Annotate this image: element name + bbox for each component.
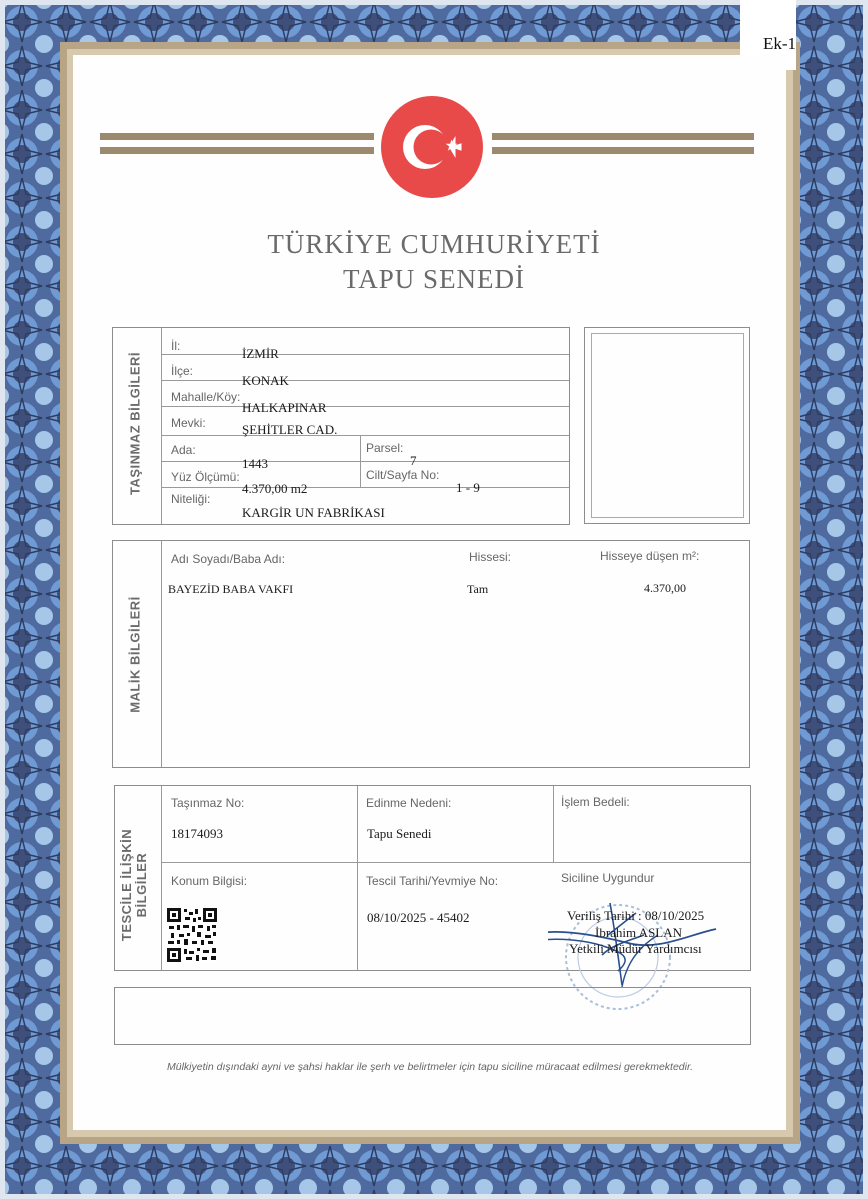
value-yuzolcumu: 4.370,00 m2 — [242, 481, 308, 496]
photo-box-inner — [591, 333, 744, 518]
label-il: İl: — [171, 339, 181, 353]
owner-divider — [161, 541, 162, 767]
signatory-name: İbrahim ASLAN — [595, 925, 683, 940]
signature-date: Veriliş Tarihi : 08/10/2025 — [567, 908, 705, 923]
registration-divider — [161, 786, 162, 970]
document-title-line2: TAPU SENEDİ — [342, 264, 526, 294]
value-edinme-nedeni: Tapu Senedi — [367, 826, 432, 841]
label-ada: Ada: — [171, 443, 196, 457]
annotations-box — [114, 987, 751, 1045]
label-mevki: Mevki: — [171, 416, 206, 430]
label-tasinmaz-no: Taşınmaz No: — [171, 796, 245, 810]
owner-info-box — [112, 540, 750, 768]
label-tescil: Tescil Tarihi/Yevmiye No: — [366, 874, 499, 888]
label-cilt-sayfa: Cilt/Sayfa No: — [366, 468, 440, 482]
registration-section-title: TESCİLE İLİŞKİN BİLGİLER — [119, 828, 149, 942]
owner-share: Tam — [467, 582, 489, 596]
label-yuzolcumu: Yüz Ölçümü: — [171, 470, 240, 484]
label-konum: Konum Bilgisi: — [171, 874, 248, 888]
label-parsel: Parsel: — [366, 441, 404, 455]
property-section-title: TAŞINMAZ BİLGİLERİ — [127, 351, 143, 496]
annex-label: Ek-1 — [762, 34, 796, 53]
label-islem-bedeli: İşlem Bedeli: — [561, 795, 630, 809]
header-rule-right-bottom — [492, 147, 754, 154]
value-parsel: 7 — [410, 453, 417, 468]
value-mevki: ŞEHİTLER CAD. — [242, 422, 338, 437]
value-ada: 1443 — [242, 456, 268, 471]
header-rule-right-top — [492, 133, 754, 140]
signatory-title: Yetkili Müdür Yardımcısı — [569, 941, 702, 956]
value-tasinmaz-no: 18174093 — [171, 826, 223, 841]
value-niteligi: KARGİR UN FABRİKASI — [242, 505, 385, 520]
value-il: İZMİR — [242, 346, 279, 361]
owner-name: BAYEZİD BABA VAKFI — [168, 582, 294, 596]
header-share-area: Hisseye düşen m²: — [600, 549, 700, 563]
label-mahalle: Mahalle/Köy: — [171, 390, 241, 404]
header-owner-name: Adı Soyadı/Baba Adı: — [171, 552, 286, 566]
header-share: Hissesi: — [469, 550, 512, 564]
owner-section-title: MALİK BİLGİLERİ — [127, 596, 143, 713]
footer-note: Mülkiyetin dışındaki ayni ve şahsi haklar ile şerh ve belirtmeler için tapu siciline müracaat edilmesi gerekmektedir. — [167, 1061, 693, 1073]
location-qr-code[interactable] — [167, 908, 217, 962]
value-tescil: 08/10/2025 - 45402 — [367, 910, 470, 925]
label-niteligi: Niteliği: — [171, 492, 211, 506]
owner-share-area: 4.370,00 — [644, 581, 686, 595]
value-cilt-sayfa: 1 - 9 — [456, 480, 480, 495]
value-mahalle: HALKAPINAR — [242, 400, 327, 415]
turkish-flag-icon — [379, 94, 485, 200]
header-rule-left-top — [100, 133, 374, 140]
header-rule-left-bottom — [100, 147, 374, 154]
label-sicil: Siciline Uygundur — [561, 871, 655, 885]
label-ilce: İlçe: — [171, 364, 194, 378]
value-ilce: KONAK — [242, 373, 289, 388]
document-title-line1: TÜRKİYE CUMHURİYETİ — [267, 229, 601, 259]
property-divider — [161, 328, 162, 524]
label-edinme-nedeni: Edinme Nedeni: — [366, 796, 452, 810]
